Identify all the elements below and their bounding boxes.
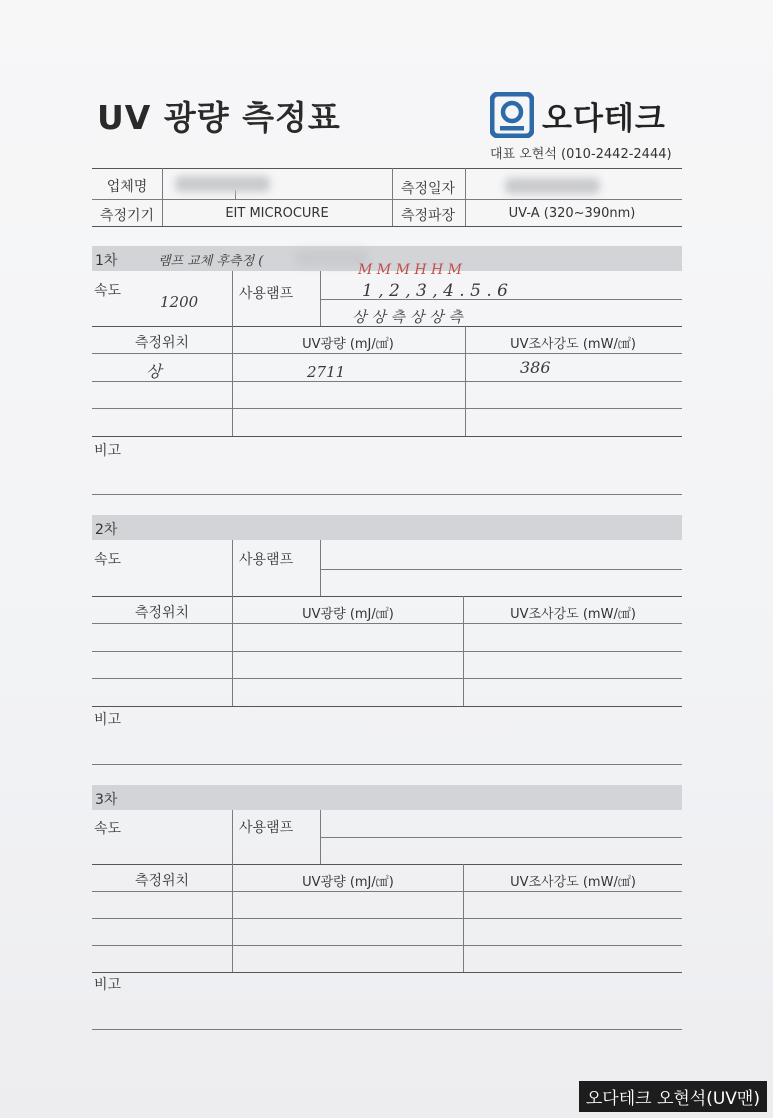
date-label: 측정일자 (400, 181, 456, 197)
section-1-intensity-handwriting: 386 (520, 358, 551, 377)
section-2-intensity-label: UV조사강도 (mW/㎠) (510, 607, 636, 622)
section-1-position-label: 측정위치 (134, 335, 190, 351)
section-3-intensity-label: UV조사강도 (mW/㎠) (510, 875, 636, 890)
odatech-logo-icon (490, 92, 534, 138)
section-3-speed-label: 속도 (94, 821, 122, 837)
section-1-speed-handwriting: 1200 (160, 293, 199, 311)
section-1-intensity-label: UV조사강도 (mW/㎠) (510, 337, 636, 352)
section-2-dose-label: UV광량 (mJ/㎠) (302, 607, 394, 622)
redacted-company (175, 176, 270, 192)
company-label: 업체명 (106, 179, 148, 195)
redacted-note (295, 250, 367, 266)
device-value: EIT MICROCURE (225, 206, 329, 221)
section-1-notes-label: 비고 (94, 443, 122, 459)
section-3-label: 3차 (95, 792, 118, 808)
device-label: 측정기기 (99, 208, 155, 224)
section-1-dose-handwriting: 2711 (307, 363, 346, 381)
company-contact: 대표 오현석 (010-2442-2444) (490, 147, 672, 162)
company-name: 오다테크 (542, 100, 666, 137)
section-1-speed-label: 속도 (94, 283, 122, 299)
section-3-lamp-label: 사용램프 (239, 820, 294, 836)
section-3-bar (92, 785, 682, 810)
company-logo (490, 92, 666, 138)
section-2-position-label: 측정위치 (134, 605, 190, 621)
wavelength-value: UV-A (320~390nm) (508, 206, 636, 221)
section-3-dose-label: UV광량 (mJ/㎠) (302, 875, 394, 890)
section-1-note-handwriting: 램프 교체 후측정 ( (158, 254, 264, 269)
section-3-notes-label: 비고 (94, 977, 122, 993)
section-1-lamp-label: 사용램프 (239, 286, 294, 302)
section-2-lamp-label: 사용램프 (239, 552, 294, 568)
section-1-lamp-positions-handwriting: 상 상 측 상 상 측 (352, 308, 463, 326)
section-1-dose-label: UV광량 (mJ/㎠) (302, 337, 394, 352)
section-2-notes-label: 비고 (94, 712, 122, 728)
section-1-position-handwriting: 상 (146, 362, 162, 381)
section-2-speed-label: 속도 (94, 552, 122, 568)
redacted-date (505, 178, 600, 194)
section-2-label: 2차 (95, 522, 118, 538)
section-3-position-label: 측정위치 (134, 873, 190, 889)
section-1-lamp-marks-handwriting: M M M H H M (358, 262, 463, 278)
section-1-label: 1차 (95, 253, 118, 269)
page-title: UV 광량 측정표 (97, 98, 341, 137)
section-1-lamp-numbers-handwriting: 1 , 2 , 3 , 4 . 5 . 6 (362, 281, 508, 301)
wavelength-label: 측정파장 (400, 208, 456, 224)
section-2-bar (92, 515, 682, 540)
watermark: 오다테크 오현석(UV맨) (579, 1081, 767, 1112)
